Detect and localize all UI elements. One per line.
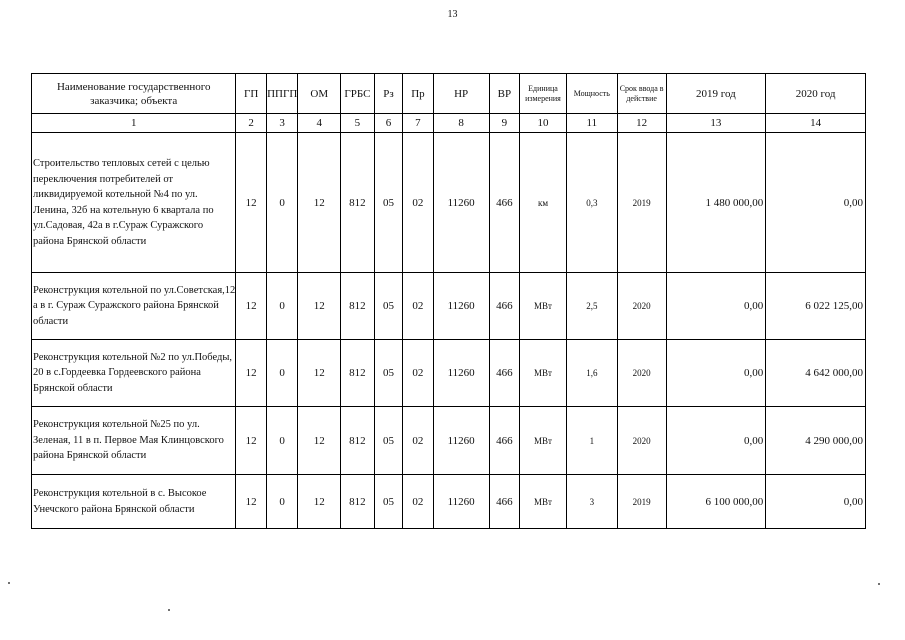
column-number: 9	[489, 114, 520, 133]
year-cell: 2020	[617, 407, 666, 475]
column-number: 13	[666, 114, 766, 133]
pr-cell: 02	[403, 407, 434, 475]
gp-cell: 12	[236, 273, 267, 340]
scan-speck	[168, 609, 170, 611]
column-number: 8	[433, 114, 489, 133]
object-name: Строительство тепловых сетей с целью переключения потребителей от ликвидируемой котельной №4 по ул. Ленина, 32б на котельную 6 квартала по ул.Садовая, 42а в г.Сураж Суражского района Брянской области	[32, 133, 236, 273]
grbs-cell: 812	[341, 340, 375, 407]
header-cell: ОМ	[298, 74, 341, 114]
column-number: 3	[266, 114, 298, 133]
column-number: 1	[32, 114, 236, 133]
table-row	[32, 273, 866, 340]
sum-2020-cell: 4 642 000,00	[766, 340, 866, 407]
header-cell: Срок ввода в действие	[617, 74, 666, 114]
table-row	[32, 407, 866, 475]
unit-cell: МВт	[520, 340, 567, 407]
year-cell: 2020	[617, 340, 666, 407]
table-row	[32, 475, 866, 529]
object-name: Реконструкция котельной по ул.Советская,12 а в г. Сураж Суражского района Брянской области	[32, 273, 236, 340]
year-cell: 2019	[617, 133, 666, 273]
object-name: Реконструкция котельной №2 по ул.Победы, 20 в с.Гордеевка Гордеевского района Брянской области	[32, 340, 236, 407]
sum-2019-cell: 0,00	[666, 340, 766, 407]
grbs-cell: 812	[341, 475, 375, 529]
grbs-cell: 812	[341, 133, 375, 273]
header-cell: ГРБС	[341, 74, 375, 114]
sum-2019-cell: 1 480 000,00	[666, 133, 766, 273]
unit-cell: км	[520, 133, 567, 273]
om-cell: 12	[298, 133, 341, 273]
rz-cell: 05	[374, 407, 402, 475]
power-cell: 3	[566, 475, 617, 529]
pr-cell: 02	[403, 133, 434, 273]
table-row	[32, 133, 866, 273]
header-cell: 2020 год	[766, 74, 866, 114]
rz-cell: 05	[374, 133, 402, 273]
column-number: 2	[236, 114, 267, 133]
pr-cell: 02	[403, 340, 434, 407]
unit-cell: МВт	[520, 273, 567, 340]
ppgp-cell: 0	[266, 273, 298, 340]
unit-cell: МВт	[520, 475, 567, 529]
om-cell: 12	[298, 475, 341, 529]
rz-cell: 05	[374, 273, 402, 340]
year-cell: 2019	[617, 475, 666, 529]
rz-cell: 05	[374, 475, 402, 529]
scan-speck	[8, 582, 10, 584]
column-number: 4	[298, 114, 341, 133]
column-number: 7	[403, 114, 434, 133]
table-row	[32, 340, 866, 407]
sum-2020-cell: 6 022 125,00	[766, 273, 866, 340]
grbs-cell: 812	[341, 407, 375, 475]
nr-cell: 11260	[433, 407, 489, 475]
gp-cell: 12	[236, 133, 267, 273]
om-cell: 12	[298, 407, 341, 475]
om-cell: 12	[298, 273, 341, 340]
power-cell: 1,6	[566, 340, 617, 407]
sum-2019-cell: 6 100 000,00	[666, 475, 766, 529]
column-number: 12	[617, 114, 666, 133]
header-cell: ВР	[489, 74, 520, 114]
sum-2019-cell: 0,00	[666, 273, 766, 340]
gp-cell: 12	[236, 340, 267, 407]
sum-2019-cell: 0,00	[666, 407, 766, 475]
header-cell: НР	[433, 74, 489, 114]
ppgp-cell: 0	[266, 133, 298, 273]
column-number-row	[32, 114, 866, 133]
vr-cell: 466	[489, 340, 520, 407]
vr-cell: 466	[489, 475, 520, 529]
budget-table	[31, 73, 866, 529]
column-number: 14	[766, 114, 866, 133]
power-cell: 1	[566, 407, 617, 475]
unit-cell: МВт	[520, 407, 567, 475]
om-cell: 12	[298, 340, 341, 407]
rz-cell: 05	[374, 340, 402, 407]
header-cell: ППГП	[266, 74, 298, 114]
header-cell: Рз	[374, 74, 402, 114]
header-cell: 2019 год	[666, 74, 766, 114]
gp-cell: 12	[236, 407, 267, 475]
ppgp-cell: 0	[266, 340, 298, 407]
header-cell: Наименование государственного заказчика; объекта	[32, 74, 236, 114]
ppgp-cell: 0	[266, 475, 298, 529]
power-cell: 0,3	[566, 133, 617, 273]
nr-cell: 11260	[433, 340, 489, 407]
pr-cell: 02	[403, 273, 434, 340]
pr-cell: 02	[403, 475, 434, 529]
header-cell: Пр	[403, 74, 434, 114]
power-cell: 2,5	[566, 273, 617, 340]
object-name: Реконструкция котельной №25 по ул. Зеленая, 11 в п. Первое Мая Клинцовского района Брянской области	[32, 407, 236, 475]
column-number: 10	[520, 114, 567, 133]
header-row	[32, 74, 866, 114]
sum-2020-cell: 4 290 000,00	[766, 407, 866, 475]
scan-speck	[878, 583, 880, 585]
gp-cell: 12	[236, 475, 267, 529]
page-number: 13	[447, 9, 458, 20]
column-number: 6	[374, 114, 402, 133]
column-number: 11	[566, 114, 617, 133]
vr-cell: 466	[489, 133, 520, 273]
sum-2020-cell: 0,00	[766, 133, 866, 273]
nr-cell: 11260	[433, 133, 489, 273]
sum-2020-cell: 0,00	[766, 475, 866, 529]
object-name: Реконструкция котельной в с. Высокое Унечского района Брянской области	[32, 475, 236, 529]
header-cell: ГП	[236, 74, 267, 114]
vr-cell: 466	[489, 407, 520, 475]
ppgp-cell: 0	[266, 407, 298, 475]
grbs-cell: 812	[341, 273, 375, 340]
nr-cell: 11260	[433, 273, 489, 340]
vr-cell: 466	[489, 273, 520, 340]
year-cell: 2020	[617, 273, 666, 340]
header-cell: Единица измерения	[520, 74, 567, 114]
column-number: 5	[341, 114, 375, 133]
nr-cell: 11260	[433, 475, 489, 529]
header-cell: Мощность	[566, 74, 617, 114]
